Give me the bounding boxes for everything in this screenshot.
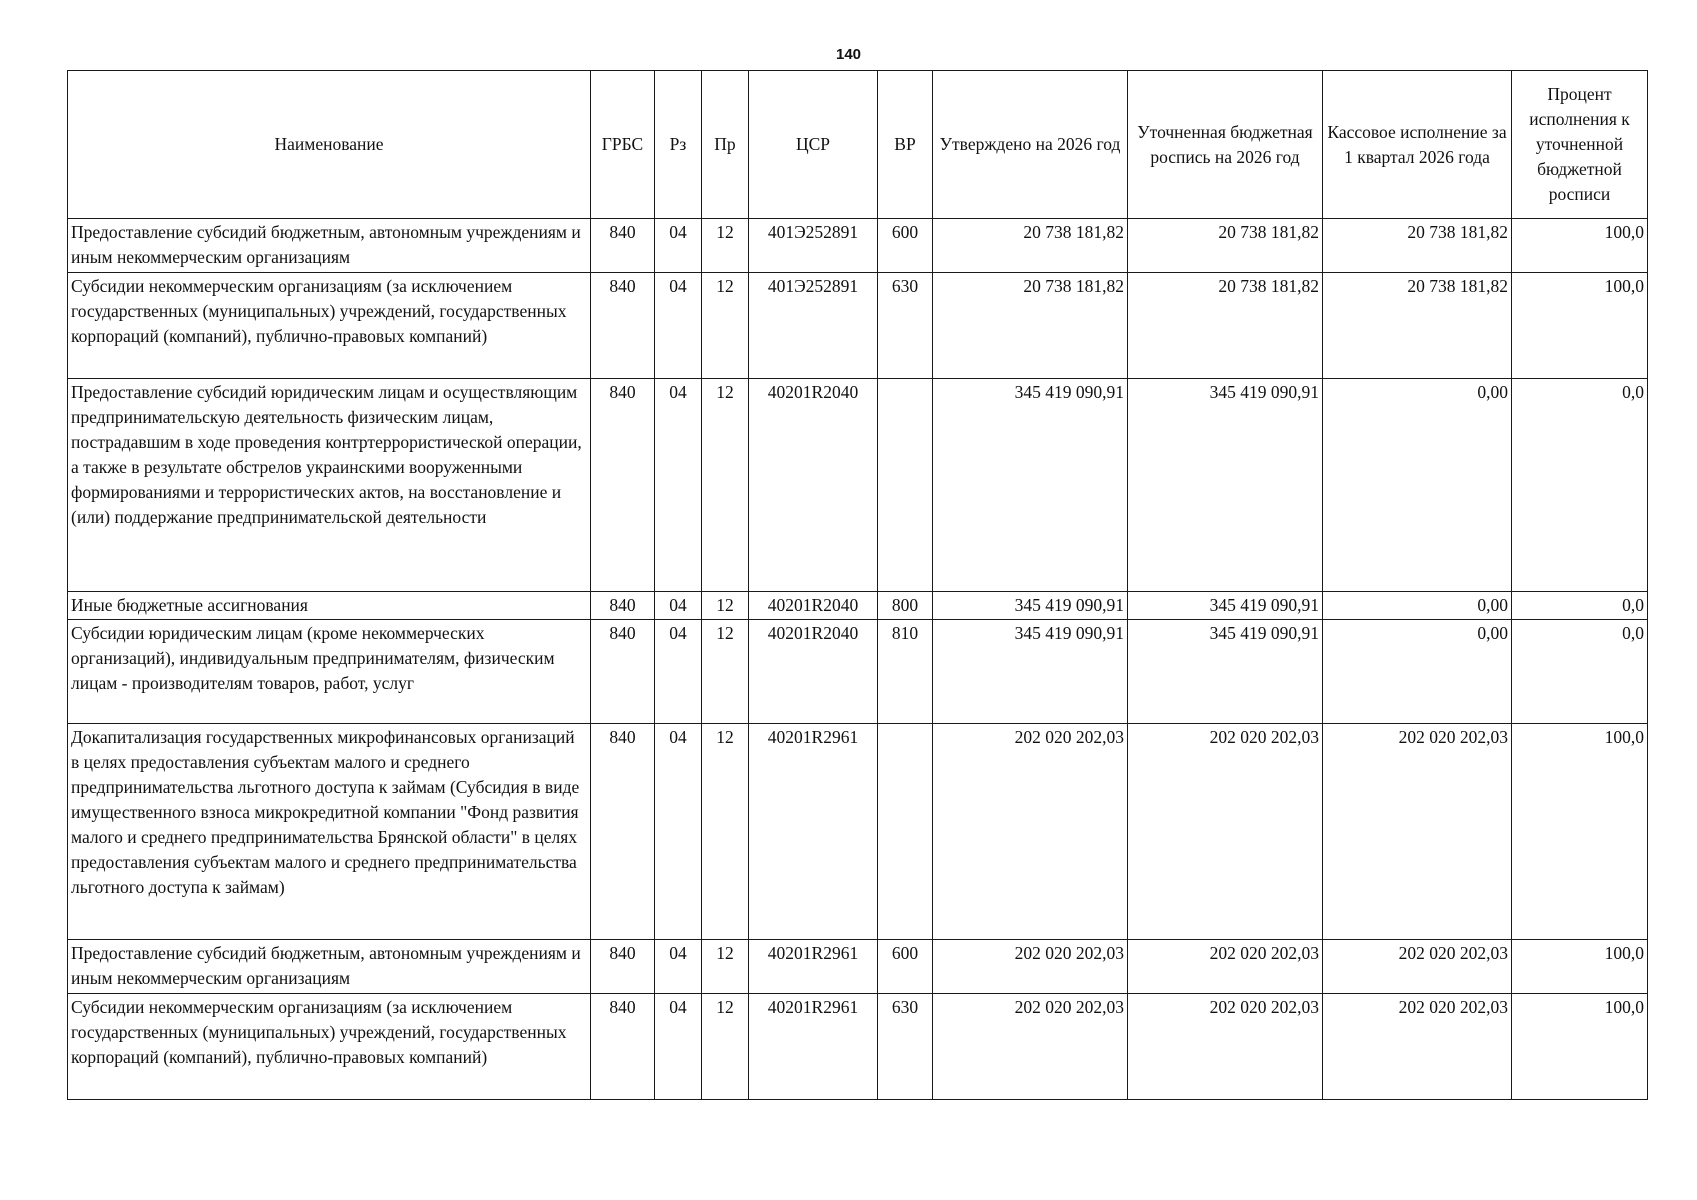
row-pr: 12	[702, 273, 749, 379]
row-vr	[878, 724, 933, 940]
header-approved: Утверждено на 2026 год	[933, 71, 1128, 219]
header-csr: ЦСР	[749, 71, 878, 219]
row-vr: 800	[878, 592, 933, 620]
row-executed: 0,00	[1323, 379, 1512, 592]
row-name: Субсидии юридическим лицам (кроме некоммерческих организаций), индивидуальным предпринимателям, физическим лицам - производителям товаров, работ, услуг	[68, 620, 591, 724]
table-row	[68, 592, 1648, 620]
row-refined: 345 419 090,91	[1128, 592, 1323, 620]
row-csr: 40201R2961	[749, 940, 878, 994]
row-refined: 20 738 181,82	[1128, 219, 1323, 273]
header-name: Наименование	[68, 71, 591, 219]
row-vr: 630	[878, 273, 933, 379]
header-rz: Рз	[655, 71, 702, 219]
row-executed: 0,00	[1323, 592, 1512, 620]
row-pr: 12	[702, 994, 749, 1100]
row-refined: 345 419 090,91	[1128, 379, 1323, 592]
table-row	[68, 620, 1648, 724]
row-csr: 40201R2040	[749, 592, 878, 620]
row-name: Субсидии некоммерческим организациям (за исключением государственных (муниципальных) учреждений, государственных корпораций (компаний), публично-правовых компаний)	[68, 994, 591, 1100]
budget-table	[67, 70, 1648, 1100]
row-percent: 100,0	[1512, 994, 1648, 1100]
row-rz: 04	[655, 620, 702, 724]
row-csr: 401Э252891	[749, 273, 878, 379]
header-pr: Пр	[702, 71, 749, 219]
header-grbs: ГРБС	[591, 71, 655, 219]
row-pr: 12	[702, 940, 749, 994]
table-row	[68, 994, 1648, 1100]
row-approved: 20 738 181,82	[933, 219, 1128, 273]
row-name: Докапитализация государственных микрофинансовых организаций в целях предоставления субъектам малого и среднего предпринимательства льготного доступа к займам (Субсидия в виде имущественного взноса микрокредитной компании "Фонд развития малого и среднего предпринимательства Брянской области" в целях предоставления субъектам малого и среднего предпринимательства льготного доступа к займам)	[68, 724, 591, 940]
row-csr: 40201R2040	[749, 379, 878, 592]
table-row	[68, 940, 1648, 994]
row-pr: 12	[702, 379, 749, 592]
row-pr: 12	[702, 724, 749, 940]
row-executed: 202 020 202,03	[1323, 940, 1512, 994]
row-vr: 600	[878, 219, 933, 273]
row-refined: 202 020 202,03	[1128, 994, 1323, 1100]
row-pr: 12	[702, 620, 749, 724]
row-approved: 345 419 090,91	[933, 620, 1128, 724]
row-name: Иные бюджетные ассигнования	[68, 592, 591, 620]
row-csr: 40201R2040	[749, 620, 878, 724]
row-rz: 04	[655, 724, 702, 940]
row-grbs: 840	[591, 379, 655, 592]
table-row	[68, 273, 1648, 379]
row-vr	[878, 379, 933, 592]
header-percent: Процент исполнения к уточненной бюджетной росписи	[1512, 71, 1648, 219]
row-percent: 0,0	[1512, 592, 1648, 620]
row-csr: 40201R2961	[749, 724, 878, 940]
table-row	[68, 724, 1648, 940]
row-name: Предоставление субсидий бюджетным, автономным учреждениям и иным некоммерческим организациям	[68, 219, 591, 273]
header-executed: Кассовое исполнение за 1 квартал 2026 года	[1323, 71, 1512, 219]
row-refined: 202 020 202,03	[1128, 940, 1323, 994]
row-vr: 600	[878, 940, 933, 994]
row-executed: 20 738 181,82	[1323, 219, 1512, 273]
row-vr: 810	[878, 620, 933, 724]
row-percent: 0,0	[1512, 379, 1648, 592]
row-grbs: 840	[591, 273, 655, 379]
row-approved: 20 738 181,82	[933, 273, 1128, 379]
row-rz: 04	[655, 994, 702, 1100]
row-grbs: 840	[591, 940, 655, 994]
row-approved: 202 020 202,03	[933, 940, 1128, 994]
row-executed: 0,00	[1323, 620, 1512, 724]
header-vr: ВР	[878, 71, 933, 219]
row-rz: 04	[655, 273, 702, 379]
row-grbs: 840	[591, 994, 655, 1100]
row-approved: 202 020 202,03	[933, 994, 1128, 1100]
row-percent: 100,0	[1512, 273, 1648, 379]
row-refined: 20 738 181,82	[1128, 273, 1323, 379]
row-percent: 0,0	[1512, 620, 1648, 724]
row-pr: 12	[702, 592, 749, 620]
row-name: Субсидии некоммерческим организациям (за исключением государственных (муниципальных) учреждений, государственных корпораций (компаний), публично-правовых компаний)	[68, 273, 591, 379]
row-vr: 630	[878, 994, 933, 1100]
table-row	[68, 379, 1648, 592]
row-percent: 100,0	[1512, 940, 1648, 994]
row-percent: 100,0	[1512, 219, 1648, 273]
row-executed: 202 020 202,03	[1323, 994, 1512, 1100]
row-csr: 40201R2961	[749, 994, 878, 1100]
row-grbs: 840	[591, 620, 655, 724]
table-row	[68, 219, 1648, 273]
row-approved: 202 020 202,03	[933, 724, 1128, 940]
row-refined: 345 419 090,91	[1128, 620, 1323, 724]
row-grbs: 840	[591, 219, 655, 273]
row-executed: 20 738 181,82	[1323, 273, 1512, 379]
row-grbs: 840	[591, 592, 655, 620]
page-number: 140	[835, 46, 862, 63]
row-rz: 04	[655, 219, 702, 273]
row-approved: 345 419 090,91	[933, 379, 1128, 592]
row-csr: 401Э252891	[749, 219, 878, 273]
row-refined: 202 020 202,03	[1128, 724, 1323, 940]
row-rz: 04	[655, 379, 702, 592]
row-name: Предоставление субсидий юридическим лицам и осуществляющим предпринимательскую деятельность физическим лицам, пострадавшим в ходе проведения контртеррористической операции, а также в результате обстрелов украинскими вооруженными формированиями и террористических актов, на восстановление и (или) поддержание предпринимательской деятельности	[68, 379, 591, 592]
row-rz: 04	[655, 592, 702, 620]
row-percent: 100,0	[1512, 724, 1648, 940]
row-executed: 202 020 202,03	[1323, 724, 1512, 940]
header-refined: Уточненная бюджетная роспись на 2026 год	[1128, 71, 1323, 219]
row-pr: 12	[702, 219, 749, 273]
row-grbs: 840	[591, 724, 655, 940]
table-header-row	[68, 71, 1648, 219]
row-approved: 345 419 090,91	[933, 592, 1128, 620]
row-rz: 04	[655, 940, 702, 994]
row-name: Предоставление субсидий бюджетным, автономным учреждениям и иным некоммерческим организациям	[68, 940, 591, 994]
